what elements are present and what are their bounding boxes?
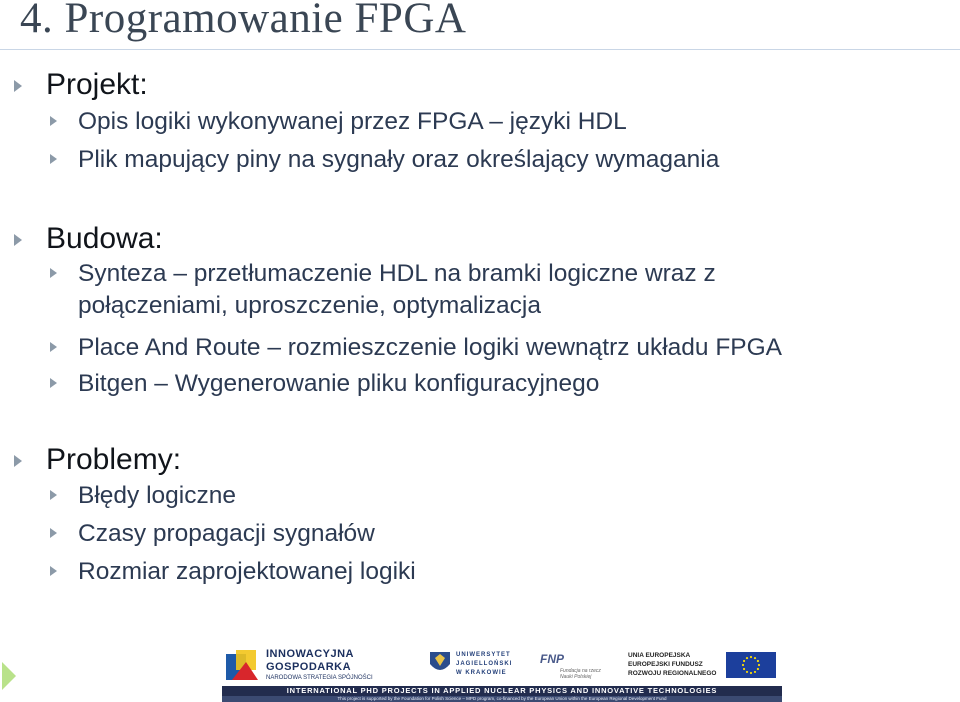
bullet-arrow-icon <box>14 455 22 467</box>
uj-logo <box>428 650 528 682</box>
list-item-text <box>78 258 716 322</box>
fnp-logo-line1: Fundacja na rzecz <box>560 668 601 674</box>
list-item-line: Rozmiar zaprojektowanej logiki <box>78 558 416 585</box>
list-item-text <box>78 144 719 176</box>
ig-logo-line2: GOSPODARKA <box>266 661 352 673</box>
bullet-arrow-icon <box>14 80 22 92</box>
bullet-arrow-icon <box>50 490 57 500</box>
uj-logo-line2: JAGIELLOŃSKI <box>456 661 513 667</box>
section-heading-text: Projekt: <box>46 68 148 101</box>
eu-flag-icon <box>726 652 776 678</box>
eu-star-icon <box>742 664 744 666</box>
ig-logo-line3: NARODOWA STRATEGIA SPÓJNOŚCI <box>266 675 373 681</box>
project-band <box>222 686 782 696</box>
bullet-arrow-icon <box>14 234 22 246</box>
uj-crest-icon <box>428 650 452 676</box>
bullet-arrow-icon <box>50 268 57 278</box>
list-item-line: Czasy propagacji sygnałów <box>78 520 375 547</box>
eu-star-icon <box>757 668 759 670</box>
section-heading-text: Budowa: <box>46 222 163 255</box>
eu-logo-line3: ROZWOJU REGIONALNEGO <box>628 670 717 677</box>
next-slide-arrow-icon[interactable] <box>2 662 16 690</box>
innowacyjna-gospodarka-logo <box>224 646 404 684</box>
eu-logo-line1: UNIA EUROPEJSKA <box>628 652 691 659</box>
fnp-logo-line2: Nauki Polskiej <box>560 674 592 680</box>
list-item-line: Opis logiki wykonywanej przez FPGA – języki HDL <box>78 108 627 135</box>
bullet-arrow-icon <box>50 566 57 576</box>
list-item-text <box>78 480 236 512</box>
bullet-arrow-icon <box>50 154 57 164</box>
list-item-line: Place And Route – rozmieszczenie logiki wewnątrz układu FPGA <box>78 334 783 361</box>
eu-star-icon <box>754 671 756 673</box>
bullet-arrow-icon <box>50 378 57 388</box>
list-item-line: połączeniami, uproszczenie, optymalizacja <box>78 292 541 319</box>
list-item-line: Bitgen – Wygenerowanie pliku konfiguracyjnego <box>78 370 600 397</box>
eu-star-icon <box>750 656 752 658</box>
fnp-logo <box>538 648 618 682</box>
eu-star-icon <box>746 657 748 659</box>
bullet-arrow-icon <box>50 528 57 538</box>
project-band-text: INTERNATIONAL PHD PROJECTS IN APPLIED NUCLEAR PHYSICS AND INNOVATIVE TECHNOLOGIES <box>286 686 718 695</box>
list-item-text <box>78 368 599 400</box>
section-heading-text: Problemy: <box>46 443 182 476</box>
footer <box>0 640 960 700</box>
ig-logo-mark-icon <box>224 648 260 682</box>
bullet-arrow-icon <box>50 116 57 126</box>
eu-star-icon <box>750 672 752 674</box>
list-item-text <box>78 518 375 550</box>
uj-logo-line1: UNIWERSYTET <box>456 652 511 658</box>
eu-star-icon <box>746 671 748 673</box>
bullet-arrow-icon <box>50 342 57 352</box>
project-subband-text: This project is supported by the Foundation for Polish Science – MPD program, co-financed by the European Union within the European Regional Development Fund <box>337 696 667 701</box>
fnp-logo-abbr: FNP <box>540 652 564 666</box>
eu-star-icon <box>743 668 745 670</box>
eu-logo-line2: EUROPEJSKI FUNDUSZ <box>628 661 703 668</box>
title-rule <box>0 49 960 50</box>
eu-star-icon <box>757 660 759 662</box>
eu-star-icon <box>743 660 745 662</box>
eu-logo <box>628 650 788 680</box>
list-item-text <box>78 106 627 138</box>
slide-title: 4. Programowanie FPGA <box>20 0 467 42</box>
list-item-line: Plik mapujący piny na sygnały oraz określający wymagania <box>78 146 720 173</box>
list-item-text <box>78 556 416 588</box>
ig-logo-line1: INNOWACYJNA <box>266 648 355 660</box>
list-item-line: Synteza – przetłumaczenie HDL na bramki logiczne wraz z <box>78 260 716 287</box>
eu-star-icon <box>754 657 756 659</box>
eu-star-icon <box>758 664 760 666</box>
list-item-text <box>78 332 782 364</box>
list-item-line: Błędy logiczne <box>78 482 236 509</box>
project-subband <box>222 696 782 702</box>
uj-logo-line3: W KRAKOWIE <box>456 670 507 676</box>
